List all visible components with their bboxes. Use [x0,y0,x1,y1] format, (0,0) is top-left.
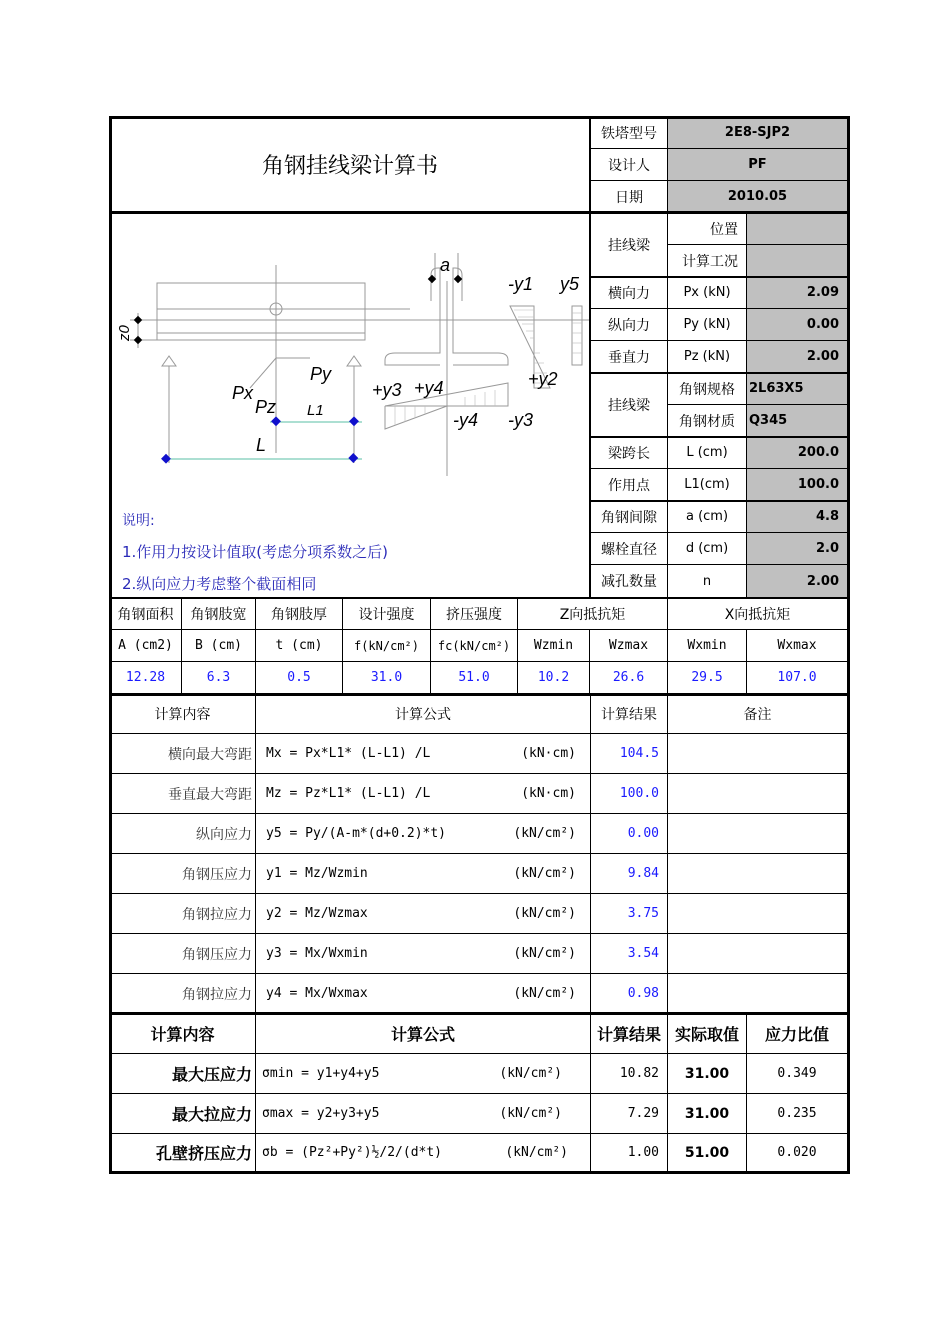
formula-text: σb = (Pz²+Py²)½/2/(d*t) [262,1145,443,1160]
calc-row-name: 角钢拉应力 [110,974,256,1014]
frame-left [109,116,112,1174]
unit-fc: fc(kN/cm²) [431,630,518,662]
gap-name: 角钢间隙 [591,501,668,533]
page-title: 角钢挂线梁计算书 [110,117,591,213]
span-value[interactable]: 200.0 [747,437,848,469]
calc-row-remark[interactable] [668,934,848,974]
py-name: 纵向力 [591,309,668,341]
formula-text: y4 = Mx/Wxmax [266,986,368,1001]
material-value[interactable]: Q345 [747,405,848,437]
holes-symbol: n [668,565,747,598]
svg-text:-y4: -y4 [453,410,479,430]
formula-unit: (kN/cm²) [513,866,576,881]
check-header-formula: 计算公式 [256,1014,591,1054]
section-header-wx: X向抵抗矩 [668,598,848,630]
bolt-name: 螺栓直径 [591,533,668,565]
svg-text:Pz: Pz [255,397,277,417]
spec-value[interactable]: 2L63X5 [747,373,848,405]
calc-row-result: 100.0 [591,774,668,814]
value-t: 0.5 [256,662,343,694]
divider-header [109,211,850,214]
point-name: 作用点 [591,469,668,501]
divider-calc [109,693,850,696]
pz-value[interactable]: 2.00 [747,341,848,373]
check-row-ratio: 0.235 [747,1094,848,1134]
unit-a: A (cm2) [110,630,182,662]
check-row-formula [256,1094,591,1134]
section-header-strength: 设计强度 [343,598,431,630]
formula-unit: (kN·cm) [521,786,576,801]
value-f: 31.0 [343,662,431,694]
calc-row-formula [256,774,591,814]
beam-diagram [110,213,590,483]
formula-unit: (kN/cm²) [513,986,576,1001]
position-label: 位置 [668,213,747,245]
designer-label: 设计人 [591,149,668,181]
note-2: 2.纵向应力考虑整个截面相同 [122,575,317,593]
span-symbol: L (cm) [668,437,747,469]
formula-unit: (kN·cm) [521,746,576,761]
calc-row-formula [256,934,591,974]
formula-text: σmax = y2+y3+y5 [262,1106,380,1121]
unit-t: t (cm) [256,630,343,662]
span-name: 梁跨长 [591,437,668,469]
value-wxmax: 107.0 [747,662,848,694]
py-symbol: Py (kN) [668,309,747,341]
tower-type-value[interactable]: 2E8-SJP2 [668,117,848,149]
frame-top [109,116,850,119]
px-name: 横向力 [591,277,668,309]
check-row-name: 最大压应力 [110,1054,256,1094]
value-fc: 51.0 [431,662,518,694]
check-row-name: 孔壁挤压应力 [110,1134,256,1172]
formula-unit: (kN/cm²) [505,1145,568,1160]
calc-row-remark[interactable] [668,974,848,1014]
calc-row-formula [256,854,591,894]
formula-unit: (kN/cm²) [499,1106,562,1121]
value-b: 6.3 [182,662,256,694]
calc-row-remark[interactable] [668,894,848,934]
calc-row-result: 3.75 [591,894,668,934]
calc-header-formula: 计算公式 [256,694,591,734]
calc-row-remark[interactable] [668,734,848,774]
check-header-result: 计算结果 [591,1014,668,1054]
calc-row-result: 9.84 [591,854,668,894]
formula-text: y3 = Mx/Wxmin [266,946,368,961]
svg-text:+y2: +y2 [528,369,558,389]
formula-unit: (kN/cm²) [499,1066,562,1081]
beam-label: 挂线梁 [591,213,668,277]
formula-text: Mz = Pz*L1* (L-L1) /L [266,786,431,801]
divider-check [109,1012,850,1015]
frame-bottom [109,1171,850,1174]
px-value[interactable]: 2.09 [747,277,848,309]
unit-f: f(kN/cm²) [343,630,431,662]
unit-wzmin: Wzmin [518,630,590,662]
divider-spec [590,436,850,438]
section-header-area: 角钢面积 [110,598,182,630]
gap-symbol: a (cm) [668,501,747,533]
calc-header-remark: 备注 [668,694,848,734]
unit-b: B (cm) [182,630,256,662]
check-header-actual: 实际取值 [668,1014,747,1054]
section-header-width: 角钢肢宽 [182,598,256,630]
calc-row-name: 垂直最大弯距 [110,774,256,814]
svg-text:-y1: -y1 [508,274,534,294]
px-symbol: Px (kN) [668,277,747,309]
formula-text: y2 = Mz/Wzmax [266,906,368,921]
point-value[interactable]: 100.0 [747,469,848,501]
calc-row-name: 角钢压应力 [110,934,256,974]
designer-value[interactable]: PF [668,149,848,181]
check-row-formula [256,1054,591,1094]
notes-heading: 说明: [122,513,155,529]
divider-forces [590,372,850,374]
svg-text:y5: y5 [560,274,580,294]
bolt-symbol: d (cm) [668,533,747,565]
py-value[interactable]: 0.00 [747,309,848,341]
calc-header-content: 计算内容 [110,694,256,734]
value-wxmin: 29.5 [668,662,747,694]
check-row-result: 7.29 [591,1094,668,1134]
formula-unit: (kN/cm²) [513,946,576,961]
svg-text:Py: Py [310,364,332,384]
svg-text:+y4: +y4 [414,378,444,398]
check-header-ratio: 应力比值 [747,1014,848,1054]
calc-row-result: 104.5 [591,734,668,774]
calc-row-formula [256,814,591,854]
pz-name: 垂直力 [591,341,668,373]
calc-row-remark[interactable] [668,854,848,894]
section-header-wz: Z向抵抗矩 [518,598,668,630]
section-header-thickness: 角钢肢厚 [256,598,343,630]
unit-wxmax: Wxmax [747,630,848,662]
formula-unit: (kN/cm²) [513,906,576,921]
bolt-value[interactable]: 2.0 [747,533,848,565]
date-label: 日期 [591,181,668,213]
beam2-label: 挂线梁 [591,373,668,437]
divider-right-panel [589,116,591,599]
calc-row-name: 横向最大弯距 [110,734,256,774]
gap-value[interactable]: 4.8 [747,501,848,533]
check-header-content: 计算内容 [110,1014,256,1054]
unit-wxmin: Wxmin [668,630,747,662]
calc-row-name: 纵向应力 [110,814,256,854]
tower-type-label: 铁塔型号 [591,117,668,149]
unit-wzmax: Wzmax [590,630,668,662]
formula-text: σmin = y1+y4+y5 [262,1066,380,1081]
divider-span [590,500,850,502]
check-row-formula [256,1134,591,1172]
calc-row-result: 3.54 [591,934,668,974]
check-row-name: 最大拉应力 [110,1094,256,1134]
calc-row-remark[interactable] [668,814,848,854]
point-symbol: L1(cm) [668,469,747,501]
calc-row-formula [256,894,591,934]
frame-right [847,116,850,1174]
check-row-result: 1.00 [591,1134,668,1172]
value-wzmin: 10.2 [518,662,590,694]
value-a: 12.28 [110,662,182,694]
check-row-ratio: 0.020 [747,1134,848,1172]
svg-text:Px: Px [232,383,254,403]
svg-text:L: L [256,435,267,455]
section-header-bearing: 挤压强度 [431,598,518,630]
calc-row-remark[interactable] [668,774,848,814]
spec-label: 角钢规格 [668,373,747,405]
calc-header-result: 计算结果 [591,694,668,734]
svg-text:z0: z0 [116,325,133,341]
formula-text: y1 = Mz/Wzmin [266,866,368,881]
condition-label: 计算工况 [668,245,747,277]
holes-name: 减孔数量 [591,565,668,598]
formula-text: Mx = Px*L1* (L-L1) /L [266,746,431,761]
formula-unit: (kN/cm²) [513,826,576,841]
check-row-ratio: 0.349 [747,1054,848,1094]
note-1: 1.作用力按设计值取(考虑分项系数之后) [122,543,389,561]
calc-row-result: 0.00 [591,814,668,854]
material-label: 角钢材质 [668,405,747,437]
calc-row-name: 角钢拉应力 [110,894,256,934]
check-row-result: 10.82 [591,1054,668,1094]
position-value[interactable] [747,213,848,245]
check-row-actual: 51.00 [668,1134,747,1172]
svg-text:a: a [440,255,451,275]
check-row-actual: 31.00 [668,1054,747,1094]
formula-text: y5 = Py/(A-m*(d+0.2)*t) [266,826,447,841]
divider-section [109,597,850,599]
value-wzmax: 26.6 [590,662,668,694]
check-row-actual: 31.00 [668,1094,747,1134]
calc-row-result: 0.98 [591,974,668,1014]
divider-beam [590,276,850,278]
calc-row-name: 角钢压应力 [110,854,256,894]
condition-value[interactable] [747,245,848,277]
svg-text:L1: L1 [307,402,324,419]
svg-text:+y3: +y3 [372,380,402,400]
pz-symbol: Pz (kN) [668,341,747,373]
calc-row-formula [256,974,591,1014]
holes-value[interactable]: 2.00 [747,565,848,598]
svg-text:-y3: -y3 [508,410,534,430]
date-value[interactable]: 2010.05 [668,181,848,213]
calc-row-formula [256,734,591,774]
